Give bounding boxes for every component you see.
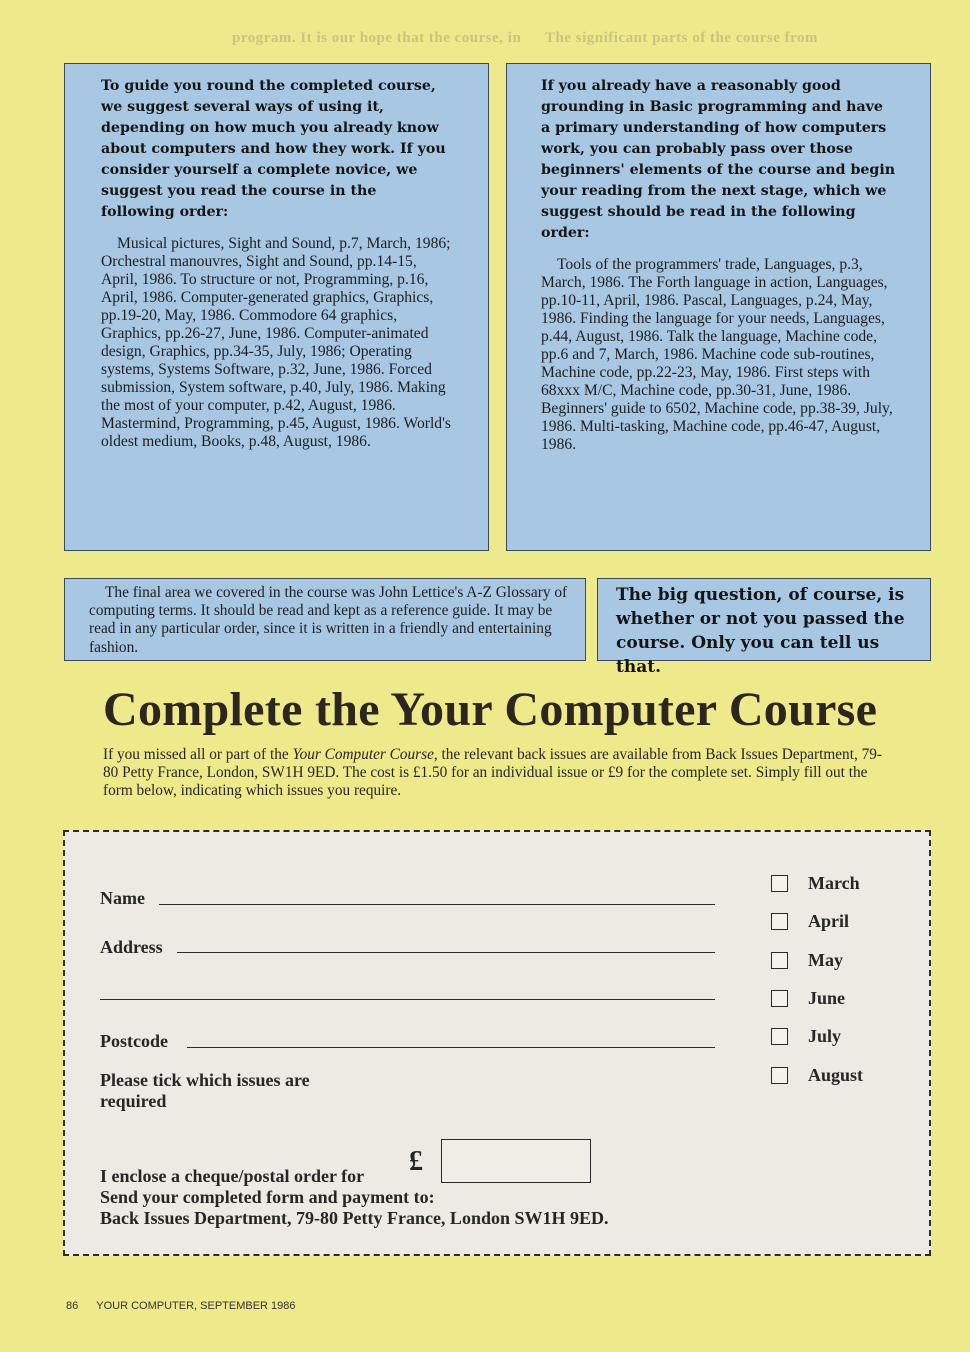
- july-label: July: [808, 1025, 842, 1046]
- enclose-label: I enclose a cheque/postal order for: [100, 1166, 365, 1186]
- august-checkbox[interactable]: [771, 1067, 788, 1084]
- may-label: May: [808, 949, 843, 970]
- bleed-through-text-right: program. It is our hope that the course, in: [232, 30, 522, 46]
- issue-option-march[interactable]: [771, 872, 860, 894]
- tick-instruction: Please tick which issues are required: [100, 1070, 310, 1111]
- may-checkbox[interactable]: [771, 952, 788, 969]
- issue-option-may[interactable]: [771, 949, 843, 971]
- august-label: August: [808, 1064, 864, 1085]
- page-footer: [66, 1300, 314, 1312]
- intro-text-end: the relevant back issues are available from Back Issues Department, 79-80 Petty France, London, SW1H 9ED. The cost is £1.50 for an individual issue or £9 for the complete set. Simply fill out the form below, indicating which issues you require.: [103, 746, 882, 799]
- issue-option-july[interactable]: [771, 1025, 841, 1047]
- june-label: June: [808, 987, 846, 1008]
- intro-text-start: If you missed all or part of the: [103, 746, 293, 763]
- issue-option-august[interactable]: [771, 1064, 863, 1086]
- address-input-line-2[interactable]: [100, 999, 715, 1000]
- name-input-line[interactable]: [159, 904, 715, 905]
- issue-option-june[interactable]: [771, 987, 845, 1009]
- march-checkbox[interactable]: [771, 875, 788, 892]
- glossary-note-box: [64, 578, 586, 661]
- advanced-guide-body: Tools of the programmers' trade, Languages, p.3, March, 1986. The Forth language in action, Languages, pp.10-11, April, 1986. Pascal, Languages, p.24, May, 1986. Finding the language for your needs, Languages, p.44, August, 1986. Talk the language, Machine code, pp.6 and 7, March, 1986. Machine code sub-routines, Machine code, pp.22-23, May, 1986. First steps with 68xxx M/C, Machine code, pp.30-31, June, 1986. Beginners' guide to 6502, Machine code, pp.38-39, July, 1986. Multi-tasking, Machine code, pp.46-47, August, 1986.: [541, 256, 893, 453]
- june-checkbox[interactable]: [771, 990, 788, 1007]
- page-headline: Complete the Your Computer Course: [103, 683, 878, 736]
- return-address: Back Issues Department, 79-80 Petty France, London SW1H 9ED.: [100, 1208, 609, 1228]
- novice-guide-lead: To guide you round the completed course, we suggest several ways of using it, depending on how much you already know about computers and how they work. If you consider yourself a complete novice, we suggest you read the course in the following order:: [101, 78, 446, 220]
- address-input-line-1[interactable]: [177, 952, 715, 953]
- novice-guide-body: Musical pictures, Sight and Sound, p.7, March, 1986; Orchestral manouvres, Sight and Sound, pp.14-15, April, 1986. To structure or not, Programming, p.16, April, 1986. Computer-generated graphics, Graphics, pp.19-20, May, 1986. Commodore 64 graphics, Graphics, pp.26-27, June, 1986. Computer-animated design, Graphics, pp.34-35, July, 1986; Operating systems, Systems Software, p.32, June, 1986. Forced submission, System software, p.40, July, 1986. Making the most of your computer, p.42, August, 1986. Mastermind, Programming, p.45, August, 1986. World's oldest medium, Books, p.48, August, 1986.: [101, 235, 451, 450]
- postcode-input-line[interactable]: [187, 1047, 715, 1048]
- postcode-label: Postcode: [100, 1031, 168, 1051]
- intro-course-title: Your Computer Course,: [292, 746, 438, 763]
- april-label: April: [808, 910, 850, 931]
- march-label: March: [808, 872, 860, 893]
- july-checkbox[interactable]: [771, 1028, 788, 1045]
- name-label: Name: [100, 888, 145, 908]
- big-question-box: [597, 578, 931, 677]
- advanced-guide-box: [506, 63, 931, 551]
- issue-option-april[interactable]: [771, 910, 849, 932]
- send-instruction: Send your completed form and payment to:: [100, 1187, 435, 1207]
- order-form: [63, 830, 931, 1256]
- address-label: Address: [100, 937, 163, 957]
- pound-sign: £: [409, 1146, 423, 1177]
- novice-guide-box: [64, 63, 489, 551]
- april-checkbox[interactable]: [771, 913, 788, 930]
- page-number: 86: [66, 1300, 79, 1312]
- advanced-guide-lead: If you already have a reasonably good grounding in Basic programming and have a primary understanding of how computers work, you can probably pass over those beginners' elements of the course and begin your reading from the next stage, which we suggest should be read in the following order:: [541, 78, 896, 241]
- big-question-text: The big question, of course, is whether or not you passed the course. Only you can tell us that.: [616, 585, 905, 677]
- glossary-note-text: The final area we covered in the course was John Lettice's A-Z Glossary of computing terms. It should be read and kept as a reference guide. It may be read in any particular order, since it is written in a friendly and entertaining fashion.: [89, 584, 568, 656]
- intro-paragraph: [103, 746, 893, 800]
- bleed-through-text-left: The significant parts of the course from: [545, 30, 819, 46]
- publication-line: YOUR COMPUTER, SEPTEMBER 1986: [96, 1300, 296, 1312]
- amount-input-box[interactable]: [441, 1139, 591, 1183]
